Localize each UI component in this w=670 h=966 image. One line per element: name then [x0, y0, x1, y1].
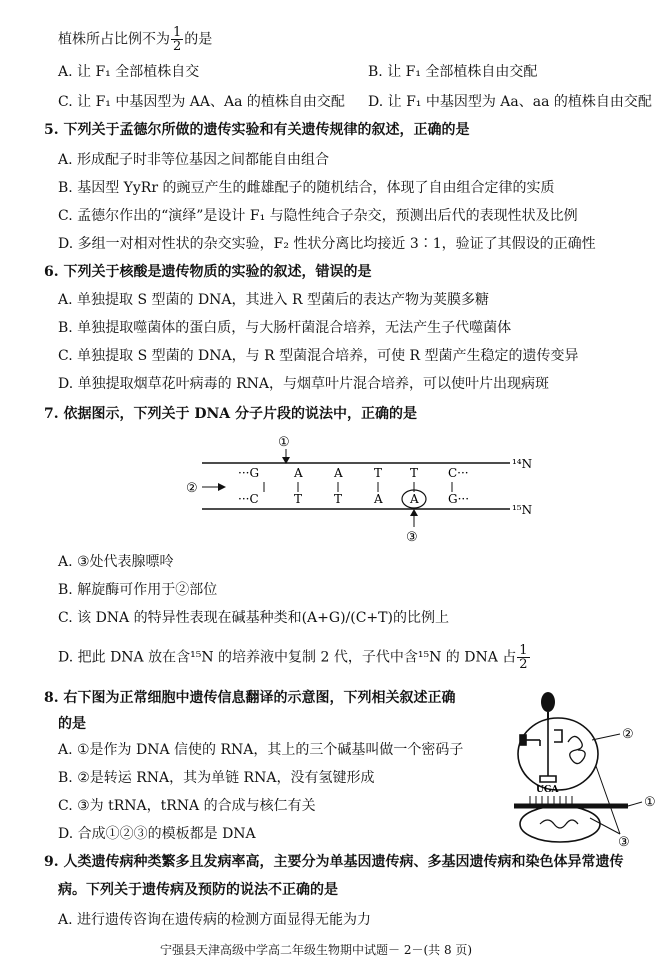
q6-option-b: B. 单独提取噬菌体的蛋白质，与大肠杆菌混合培养，无法产生子代噬菌体 [58, 320, 512, 336]
anticodon-label: UGA [536, 785, 559, 795]
q7-d-frac-den: 2 [519, 657, 528, 672]
q8-stem-line1: 8. 右下图为正常细胞中遗传信息翻译的示意图，下列相关叙述正确 [44, 690, 456, 706]
q4-stem-line [58, 26, 212, 53]
label-2: ② [186, 481, 198, 496]
q6-option-d: D. 单独提取烟草花叶病毒的 RNA，与烟草叶片混合培养，可以使叶片出现病斑 [58, 376, 549, 392]
base-top-4: T [410, 466, 419, 480]
leader-2 [592, 734, 620, 740]
arrow-2-head [218, 483, 226, 491]
q5-option-d: D. 多组一对相对性状的杂交实验，F₂ 性状分离比均接近 3∶1，验证了其假设的正确性 [58, 236, 596, 252]
q6-stem: 6. 下列关于核酸是遗传物质的实验的叙述，错误的是 [44, 264, 372, 280]
dna-fragment-diagram [180, 432, 550, 544]
base-top-3: T [374, 466, 383, 480]
q5-option-a: A. 形成配子时非等位基因之间都能自由组合 [58, 152, 330, 168]
q8-stem-line2: 的是 [58, 716, 86, 732]
q7-option-d-text: D. 把此 DNA 放在含¹⁵N 的培养液中复制 2 代，子代中含¹⁵N 的 DNA 占 [58, 649, 517, 666]
base-top-1: A [294, 466, 303, 480]
base-top-0: ···G [238, 466, 260, 480]
q4-frac-num: 1 [173, 25, 182, 40]
label-1: ① [278, 435, 290, 450]
arrow-3-head [410, 509, 418, 516]
q8-option-d: D. 合成①②③的模板都是 DNA [58, 826, 256, 842]
base-bottom-0: ···C [238, 492, 259, 506]
q4-fraction [171, 26, 183, 53]
base-top-5: C··· [448, 466, 469, 480]
q4-option-a: A. 让 F₁ 全部植株自交 [58, 64, 200, 80]
q9-stem-line1: 9. 人类遗传病种类繁多且发病率高，主要分为单基因遗传病、多基因遗传病和染色体异常遗传 [44, 854, 624, 870]
base-bottom-3: A [374, 492, 383, 506]
q7-d-fraction [517, 644, 529, 671]
q4-option-d: D. 让 F₁ 中基因型为 Aa、aa 的植株自由交配 [368, 94, 652, 110]
q9-option-a: A. 进行遗传咨询在遗传病的检测方面显得无能为力 [58, 912, 372, 928]
trna-cloverleaf [520, 720, 562, 782]
q6-option-c: C. 单独提取 S 型菌的 DNA，与 R 型菌混合培养，可使 R 型菌产生稳定的遗传变异 [58, 348, 579, 364]
q5-option-b: B. 基因型 YyRr 的豌豆产生的雌雄配子的随机结合，体现了自由组合定律的实质 [58, 180, 555, 196]
ribosome-large-subunit [518, 718, 598, 790]
translation-diagram [510, 684, 660, 848]
q5-stem: 5. 下列关于孟德尔所做的遗传实验和有关遗传规律的叙述，正确的是 [44, 122, 470, 138]
q4-stem-suffix: 的是 [184, 31, 213, 48]
q9-stem-line2: 病。下列关于遗传病及预防的说法不正确的是 [58, 882, 338, 898]
rrna-squiggle [540, 820, 578, 828]
q8-option-a: A. ①是作为 DNA 信使的 RNA，其上的三个碱基叫做一个密码子 [58, 742, 464, 758]
base-bottom-1: T [294, 492, 303, 506]
q6-option-a: A. 单独提取 S 型菌的 DNA，其进入 R 型菌后的表达产物为荚膜多糖 [58, 292, 489, 308]
q8-option-c: C. ③为 tRNA，tRNA 的合成与核仁有关 [58, 798, 316, 814]
page-footer: 宁强县天津高级中学高二年级生物期中试题－ 2－(共 8 页) [160, 943, 473, 957]
base-pair-bonds [264, 482, 452, 492]
q4-option-b: B. 让 F₁ 全部植株自由交配 [368, 64, 538, 80]
q7-option-b: B. 解旋酶可作用于②部位 [58, 582, 218, 598]
amino-acid-bead [541, 692, 555, 712]
label-3: ③ [406, 530, 418, 544]
label-2: ② [622, 727, 634, 742]
q4-frac-den: 2 [173, 39, 182, 54]
label-1: ① [644, 795, 656, 810]
base-top-2: A [334, 466, 343, 480]
q7-option-a: A. ③处代表腺嘌呤 [58, 554, 174, 570]
q7-option-d [58, 644, 531, 671]
label-3: ③ [618, 835, 630, 848]
q7-option-c: C. 该 DNA 的特异性表现在碱基种类和(A+G)/(C+T)的比例上 [58, 610, 449, 626]
mrna-bases [530, 796, 572, 804]
leader-1 [628, 802, 642, 806]
strand-label-bottom: ¹⁵N [512, 503, 533, 517]
base-bottom-2: T [334, 492, 343, 506]
base-bottom-5: G··· [448, 492, 470, 506]
q4-option-c: C. 让 F₁ 中基因型为 AA、Aa 的植株自由交配 [58, 94, 345, 110]
q7-stem: 7. 依据图示，下列关于 DNA 分子片段的说法中，正确的是 [44, 406, 418, 422]
q5-option-c: C. 孟德尔作出的“演绎”是设计 F₁ 与隐性纯合子杂交，预测出后代的表现性状及比例 [58, 208, 578, 224]
q7-d-frac-num: 1 [519, 643, 528, 658]
base-bottom-4: A [410, 492, 419, 506]
ribosome-small-subunit [520, 806, 600, 842]
q8-option-b: B. ②是转运 RNA，其为单链 RNA，没有氢键形成 [58, 770, 375, 786]
folded-rna [568, 736, 585, 763]
strand-label-top: ¹⁴N [512, 457, 533, 471]
q4-stem-prefix: 植株所占比例不为 [58, 31, 170, 48]
